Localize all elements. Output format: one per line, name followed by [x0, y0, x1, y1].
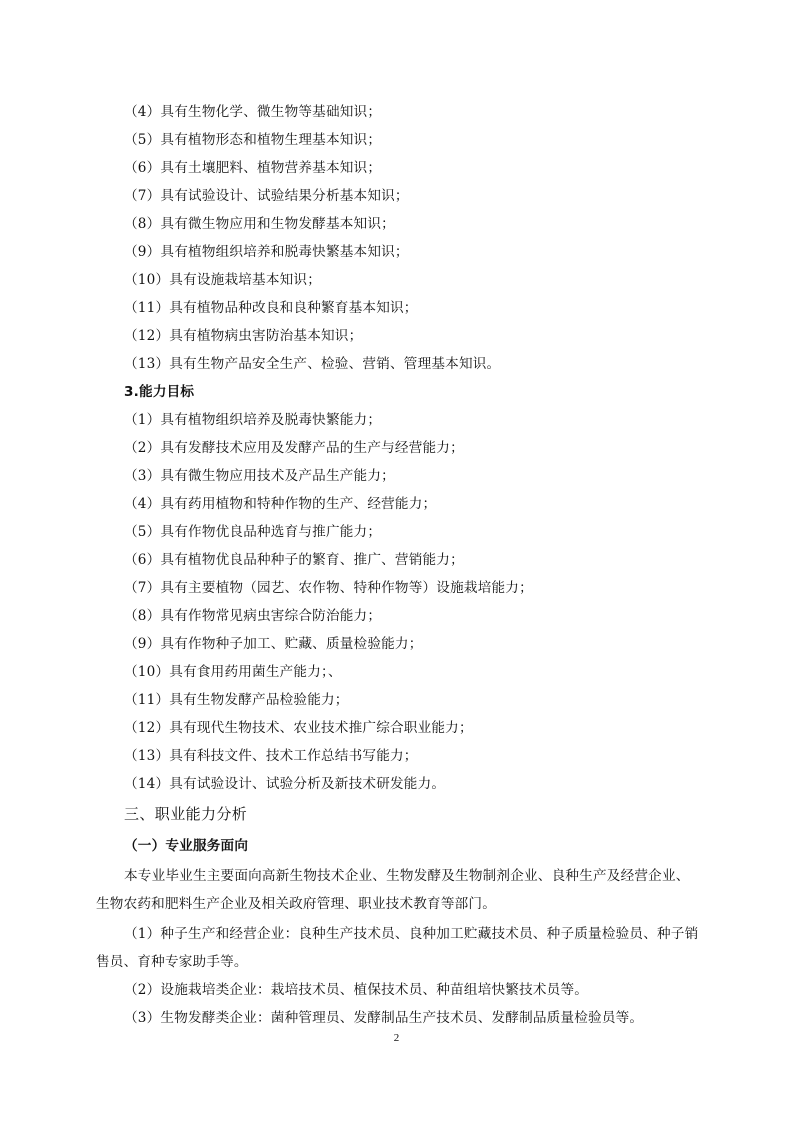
ability-item: （4）具有药用植物和特种作物的生产、经营能力； — [124, 496, 437, 512]
ability-item: （9）具有作物种子加工、贮藏、质量检验能力； — [124, 636, 423, 652]
service-item: （3）生物发酵类企业：菌种管理员、发酵制品生产技术员、发酵制品质量检验员等。 — [124, 1010, 644, 1026]
ability-item: （8）具有作物常见病虫害综合防治能力； — [124, 608, 382, 624]
service-item: （2）设施栽培类企业：栽培技术员、植保技术员、种苗组培快繁技术员等。 — [124, 982, 589, 998]
service-item: （1）种子生产和经营企业：良种生产技术员、良种加工贮藏技术员、种子质量检验员、种子销 — [124, 926, 699, 942]
service-item-continuation: 售员、育种专家助手等。 — [96, 954, 248, 970]
ability-item: （13）具有科技文件、技术工作总结书写能力； — [124, 748, 418, 764]
ability-item: （2）具有发酵技术应用及发酵产品的生产与经营能力； — [124, 440, 464, 456]
knowledge-item: （6）具有土壤肥料、植物营养基本知识； — [124, 160, 382, 176]
knowledge-item: （9）具有植物组织培养和脱毒快繁基本知识； — [124, 244, 409, 260]
knowledge-item: （11）具有植物品种改良和良种繁育基本知识； — [124, 300, 418, 316]
knowledge-item: （7）具有试验设计、试验结果分析基本知识； — [124, 188, 409, 204]
knowledge-item: （5）具有植物形态和植物生理基本知识； — [124, 132, 382, 148]
knowledge-item: （4）具有生物化学、微生物等基础知识； — [124, 104, 382, 120]
ability-item: （14）具有试验设计、试验分析及新技术研发能力。 — [124, 776, 446, 792]
ability-item: （11）具有生物发酵产品检验能力； — [124, 692, 349, 708]
page-number: 2 — [393, 1032, 400, 1044]
ability-item: （1）具有植物组织培养及脱毒快繁能力； — [124, 412, 382, 428]
intro-paragraph-line: 本专业毕业生主要面向高新生物技术企业、生物发酵及生物制剂企业、良种生产及经营企业、 — [124, 868, 690, 884]
knowledge-item: （8）具有微生物应用和生物发酵基本知识； — [124, 216, 395, 232]
knowledge-item: （12）具有植物病虫害防治基本知识； — [124, 328, 363, 344]
ability-item: （12）具有现代生物技术、农业技术推广综合职业能力； — [124, 720, 473, 736]
ability-heading: 3.能力目标 — [124, 384, 195, 400]
ability-item: （7）具有主要植物（园艺、农作物、特种作物等）设施栽培能力； — [124, 580, 533, 596]
knowledge-item: （10）具有设施栽培基本知识； — [124, 272, 322, 288]
subsection-heading: （一）专业服务面向 — [124, 838, 249, 854]
ability-item: （3）具有微生物应用技术及产品生产能力； — [124, 468, 395, 484]
section-heading: 三、职业能力分析 — [124, 805, 248, 823]
ability-item: （6）具有植物优良品种种子的繁育、推广、营销能力； — [124, 552, 464, 568]
ability-item: （5）具有作物优良品种选育与推广能力； — [124, 524, 382, 540]
intro-paragraph-line: 生物农药和肥料生产企业及相关政府管理、职业技术教育等部门。 — [96, 896, 497, 912]
knowledge-item: （13）具有生物产品安全生产、检验、营销、管理基本知识。 — [124, 356, 501, 372]
ability-item: （10）具有食用药用菌生产能力；、 — [124, 664, 342, 680]
